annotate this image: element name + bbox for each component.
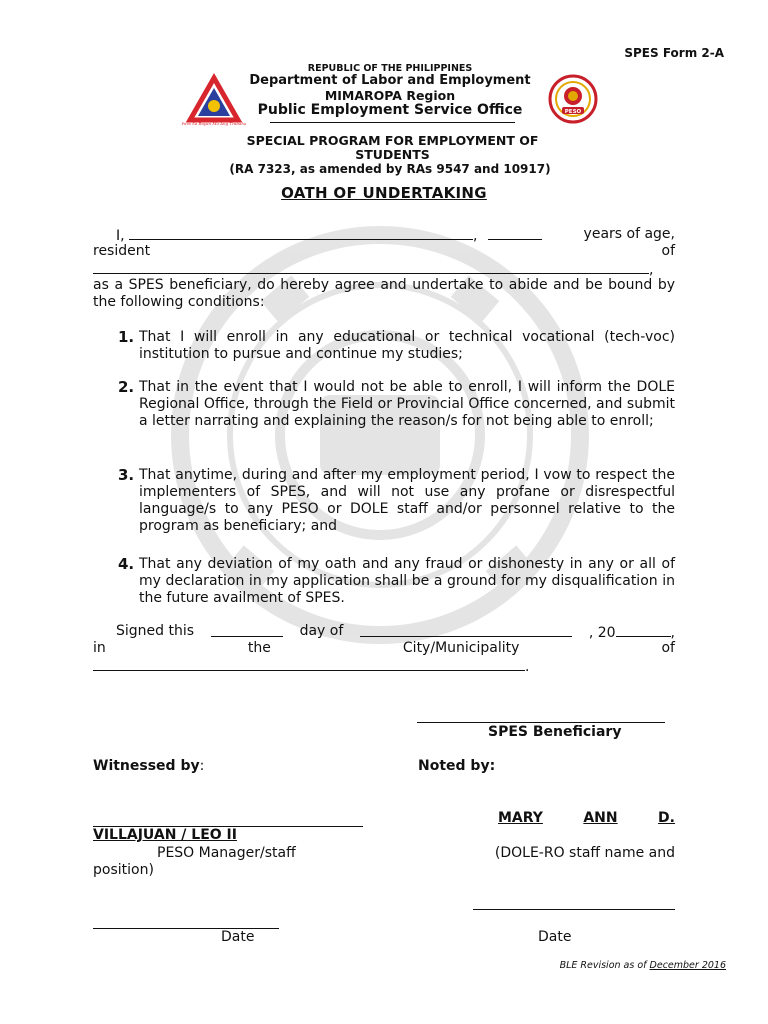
condition-number: 1.	[118, 328, 135, 346]
program-heading-line2: STUDENTS	[355, 147, 430, 162]
signed-the: the	[247, 640, 271, 656]
peso-role: PESO Manager/staff	[157, 845, 296, 861]
condition-item	[118, 467, 675, 535]
revision-prefix: BLE Revision as of	[559, 960, 647, 971]
dole-name-part1: MARY	[498, 810, 543, 826]
condition-item	[118, 329, 675, 363]
date-label-right: Date	[538, 929, 572, 945]
day-blank[interactable]	[211, 623, 283, 637]
intro-line-1: I, , years of age,	[116, 226, 675, 244]
law-reference: (RA 7323, as amended by RAs 9547 and 10917)	[229, 162, 551, 176]
condition-text: That I will enroll in any educational or technical vocational (tech-voc) institution to pursue and continue my studies;	[139, 329, 675, 362]
header-divider	[270, 122, 515, 123]
date-line-right[interactable]	[473, 909, 675, 910]
signed-comma: ,	[670, 625, 675, 641]
peso-logo-label: PESO	[564, 109, 582, 115]
signed-in: in	[93, 640, 106, 656]
condition-text: That in the event that I would not be able to enroll, I will inform the DOLE Regional Office, through the Field or Provincial Office concerned, and submit a letter narrating and explaining the reason/s for not being able to enroll;	[139, 379, 675, 429]
witnessed-by-label	[93, 758, 204, 774]
city-blank[interactable]	[93, 657, 525, 671]
witnessed-colon: :	[199, 758, 205, 774]
intro-resident: resident	[93, 243, 151, 259]
age-blank[interactable]	[488, 226, 542, 240]
office-heading: Public Employment Service Office	[257, 102, 523, 118]
dole-role: (DOLE-RO staff name and	[494, 845, 675, 861]
name-blank[interactable]	[129, 226, 473, 240]
condition-text: That anytime, during and after my employment period, I vow to respect the implementers of SPES, and will not use any profane or disrespectful language/s to any PESO or DOLE staff and/or personnel relative to the program as beneficiary; and	[139, 467, 675, 534]
intro-years: years of age,	[583, 226, 675, 242]
dole-signatory-name	[498, 810, 675, 826]
condition-number: 4.	[118, 555, 135, 573]
republic-heading: REPUBLIC OF THE PHILIPPINES	[307, 63, 473, 74]
witnessed-by-text: Witnessed by	[93, 758, 200, 774]
intro-i: I,	[116, 228, 125, 244]
beneficiary-label: SPES Beneficiary	[488, 724, 622, 740]
dole-logo-motto: Para Sa Bayan Mo Ang Trabaho	[181, 121, 247, 126]
revision-footer	[560, 960, 726, 971]
peso-signatory-name: VILLAJUAN / LEO II	[93, 827, 237, 843]
address-blank[interactable]	[93, 260, 649, 274]
signed-line-3	[93, 657, 675, 676]
intro-of: of	[661, 243, 675, 259]
dole-name-part3: D.	[658, 810, 675, 826]
intro-comma: ,	[649, 262, 654, 278]
intro-line-2	[93, 243, 675, 260]
program-heading	[240, 134, 545, 162]
dole-name-part2: ANN	[583, 810, 618, 826]
signed-line-2	[93, 640, 675, 657]
noted-by-label: Noted by:	[418, 758, 496, 774]
revision-date: December 2016	[649, 960, 726, 971]
department-heading: Department of Labor and Employment	[249, 73, 531, 88]
condition-item	[118, 556, 675, 607]
signed-of: of	[661, 640, 675, 656]
signed-this-label: Signed this	[116, 623, 195, 639]
condition-number: 2.	[118, 378, 135, 396]
signed-period: .	[525, 659, 530, 675]
date-label-left: Date	[221, 929, 255, 945]
dole-role-position: position)	[93, 862, 154, 878]
condition-number: 3.	[118, 466, 135, 484]
beneficiary-signature-line[interactable]	[417, 722, 665, 723]
signed-city: City/Municipality	[402, 640, 520, 656]
form-number: SPES Form 2-A	[624, 46, 724, 60]
month-blank[interactable]	[360, 623, 572, 637]
region-heading: MIMAROPA Region	[324, 88, 456, 103]
year-blank[interactable]	[616, 623, 671, 637]
condition-item	[118, 379, 675, 430]
peso-signature-line[interactable]	[93, 808, 363, 827]
day-of-label: day of	[299, 623, 344, 639]
program-heading-line1: SPECIAL PROGRAM FOR EMPLOYMENT OF	[246, 133, 539, 148]
year-prefix: , 20	[588, 625, 616, 641]
document-title: OATH OF UNDERTAKING	[281, 184, 487, 202]
intro-paragraph: as a SPES beneficiary, do hereby agree and undertake to abide and be bound by the following conditions:	[93, 277, 675, 310]
condition-text: That any deviation of my oath and any fraud or dishonesty in any or all of my declaration in my application shall be a ground for my disqualification in the future availment of SPES.	[139, 556, 675, 606]
